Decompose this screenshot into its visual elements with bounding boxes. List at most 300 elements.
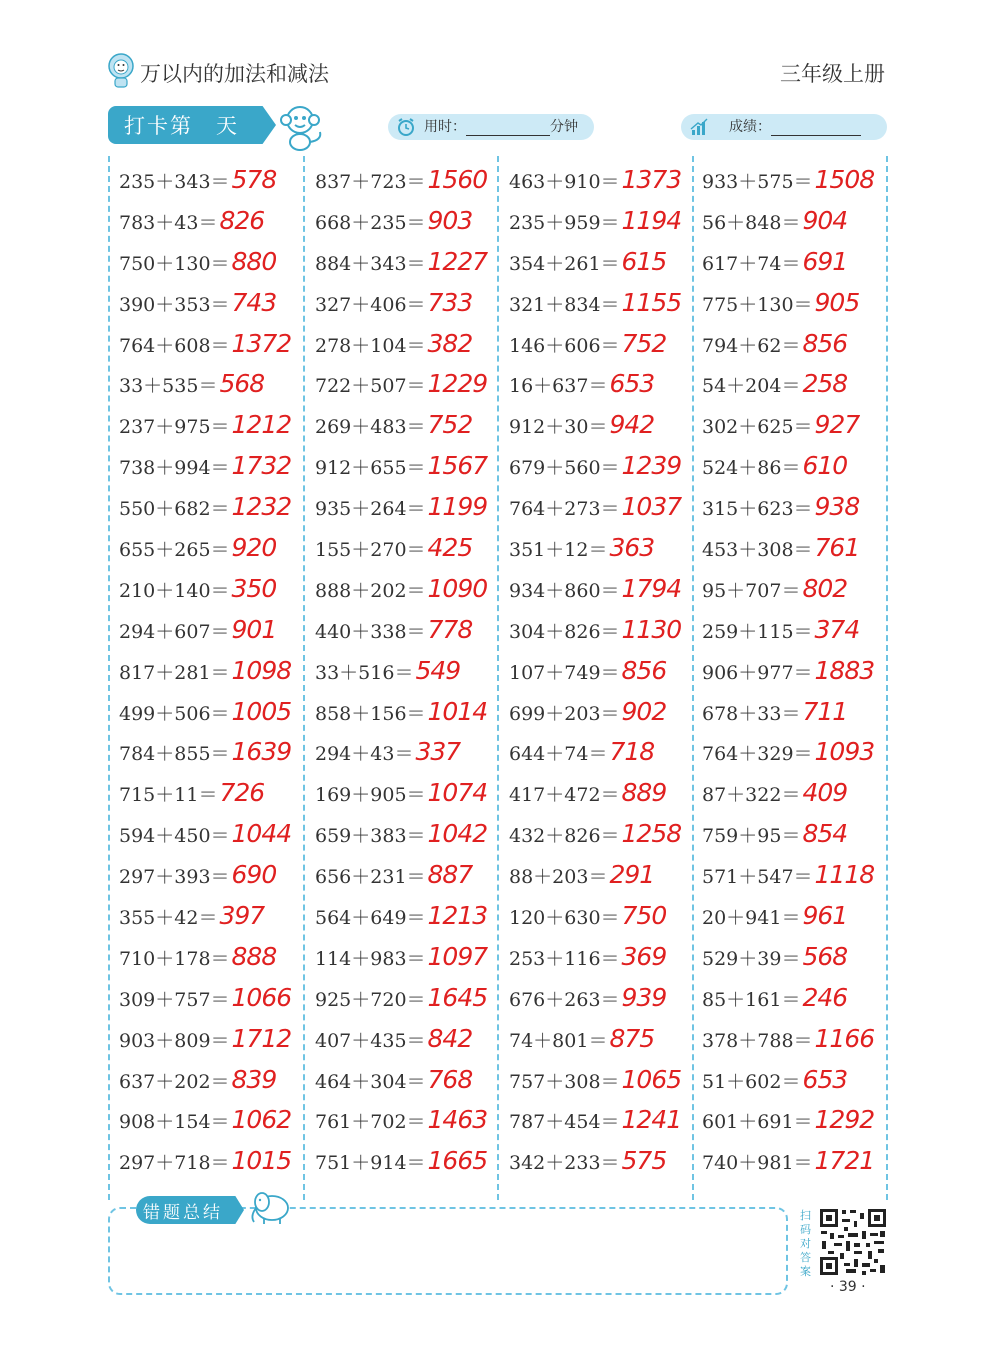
equation-text: 33＋535＝ [119, 375, 218, 398]
exercise-row [119, 283, 309, 324]
equation-text: 210＋140＝ [119, 579, 230, 602]
handwritten-answer[interactable]: 1005 [231, 696, 292, 726]
exercise-row [315, 732, 505, 773]
handwritten-answer[interactable]: 258 [802, 369, 848, 399]
handwritten-answer[interactable]: 839 [231, 1064, 277, 1094]
handwritten-answer[interactable]: 691 [802, 246, 848, 276]
handwritten-answer[interactable]: 938 [814, 492, 860, 522]
handwritten-answer[interactable]: 425 [427, 533, 473, 563]
equation-text: 740＋981＝ [702, 1152, 813, 1175]
equation-text: 783＋43＝ [119, 211, 218, 234]
exercise-row [315, 201, 505, 242]
equation-text: 297＋718＝ [119, 1152, 230, 1175]
exercise-row [119, 528, 309, 569]
time-label: 用时： [424, 119, 466, 135]
exercise-row [315, 242, 505, 283]
handwritten-answer[interactable]: 826 [219, 205, 265, 235]
handwritten-answer[interactable]: 1098 [231, 655, 292, 685]
exercise-row [509, 978, 699, 1019]
exercise-column [119, 160, 309, 1182]
monkey-mascot-icon [276, 100, 328, 152]
handwritten-answer[interactable]: 778 [427, 614, 473, 644]
equation-text: 761＋702＝ [315, 1111, 426, 1134]
equation-text: 637＋202＝ [119, 1070, 230, 1093]
handwritten-answer[interactable]: 1508 [814, 165, 875, 194]
exercise-row [702, 405, 892, 446]
exercise-row [119, 487, 309, 528]
handwritten-answer[interactable]: 856 [802, 328, 848, 358]
equation-text: 304＋826＝ [509, 620, 620, 643]
handwritten-answer[interactable]: 653 [802, 1064, 848, 1094]
score-field [681, 114, 887, 140]
exercise-row [702, 1100, 892, 1141]
exercise-column [702, 160, 892, 1182]
handwritten-answer[interactable]: 1258 [621, 819, 682, 849]
exercise-row [702, 283, 892, 324]
time-field [388, 114, 594, 140]
equation-text: 676＋263＝ [509, 988, 620, 1011]
exercise-row [702, 978, 892, 1019]
handwritten-answer[interactable]: 1560 [427, 165, 488, 194]
handwritten-answer[interactable]: 568 [802, 941, 848, 971]
equation-text: 524＋86＝ [702, 457, 801, 480]
handwritten-answer[interactable]: 1090 [427, 573, 488, 603]
equation-text: 888＋202＝ [315, 579, 426, 602]
handwritten-answer[interactable]: 1065 [621, 1064, 682, 1094]
equation-text: 617＋74＝ [702, 252, 801, 275]
handwritten-answer[interactable]: 905 [814, 287, 860, 317]
qr-label: 扫码对答案 [800, 1209, 811, 1278]
exercise-row [702, 937, 892, 978]
exercise-row [315, 324, 505, 365]
exercise-row [702, 201, 892, 242]
handwritten-answer[interactable]: 875 [609, 1023, 655, 1053]
equation-text: 169＋905＝ [315, 784, 426, 807]
exercise-row [702, 692, 892, 733]
exercise-row [119, 1019, 309, 1060]
equation-text: 715＋11＝ [119, 784, 218, 807]
handwritten-answer[interactable]: 1015 [231, 1146, 292, 1176]
handwritten-answer[interactable]: 1014 [427, 696, 488, 726]
exercise-column [315, 160, 505, 1182]
exercise-row [119, 364, 309, 405]
equation-text: 764＋329＝ [702, 743, 813, 766]
handwritten-answer[interactable]: 382 [427, 328, 473, 358]
handwritten-answer[interactable]: 920 [231, 533, 277, 563]
handwritten-answer[interactable]: 927 [814, 410, 860, 440]
handwritten-answer[interactable]: 854 [802, 819, 848, 849]
handwritten-answer[interactable]: 291 [609, 860, 655, 890]
page-title: 万以内的加法和减法 [140, 62, 329, 86]
time-unit: 分钟 [550, 119, 578, 135]
equation-text: 837＋723＝ [315, 171, 426, 193]
exercise-row [509, 528, 699, 569]
exercise-row [509, 201, 699, 242]
handwritten-answer[interactable]: 350 [231, 573, 277, 603]
equation-text: 463＋910＝ [509, 171, 620, 193]
handwritten-answer[interactable]: 1062 [231, 1105, 292, 1135]
equation-text: 315＋623＝ [702, 498, 813, 521]
exercise-row [509, 1060, 699, 1101]
exercise-row [119, 773, 309, 814]
equation-text: 390＋353＝ [119, 293, 230, 316]
exercise-row [702, 446, 892, 487]
exercise-row [702, 1141, 892, 1182]
equation-text: 710＋178＝ [119, 947, 230, 970]
exercise-row [119, 896, 309, 937]
lion-mascot-icon [106, 52, 136, 88]
exercise-row [315, 1019, 505, 1060]
exercise-row [315, 1141, 505, 1182]
handwritten-answer[interactable]: 903 [427, 205, 473, 235]
handwritten-answer[interactable]: 961 [802, 901, 848, 931]
equation-text: 51＋602＝ [702, 1070, 801, 1093]
handwritten-answer[interactable]: 615 [621, 246, 667, 276]
exercise-row [119, 1100, 309, 1141]
handwritten-answer[interactable]: 1213 [427, 901, 488, 931]
equation-text: 764＋273＝ [509, 498, 620, 521]
exercise-row [119, 732, 309, 773]
handwritten-answer[interactable]: 711 [802, 696, 848, 726]
equation-text: 302＋625＝ [702, 416, 813, 439]
exercise-row [315, 405, 505, 446]
equation-text: 269＋483＝ [315, 416, 426, 439]
equation-text: 499＋506＝ [119, 702, 230, 725]
handwritten-answer[interactable]: 726 [219, 778, 265, 808]
equation-text: 550＋682＝ [119, 498, 230, 521]
exercise-row [509, 732, 699, 773]
equation-text: 699＋203＝ [509, 702, 620, 725]
checkin-label: 打卡第 天 [124, 114, 239, 138]
handwritten-answer[interactable]: 889 [621, 778, 667, 808]
exercise-row [119, 405, 309, 446]
equation-text: 88＋203＝ [509, 866, 608, 889]
exercise-row [702, 487, 892, 528]
handwritten-answer[interactable]: 374 [814, 614, 860, 644]
handwritten-answer[interactable]: 902 [621, 696, 667, 726]
exercise-row [119, 160, 309, 201]
equation-text: 354＋261＝ [509, 252, 620, 275]
equation-text: 738＋994＝ [119, 457, 230, 480]
handwritten-answer[interactable]: 653 [609, 369, 655, 399]
equation-text: 114＋983＝ [315, 947, 426, 970]
equation-text: 342＋233＝ [509, 1152, 620, 1175]
handwritten-answer[interactable]: 549 [415, 655, 461, 685]
exercise-row [509, 896, 699, 937]
exercise-row [509, 283, 699, 324]
handwritten-answer[interactable]: 1463 [427, 1105, 488, 1135]
handwritten-answer[interactable]: 1232 [231, 492, 292, 522]
handwritten-answer[interactable]: 1239 [621, 451, 682, 481]
handwritten-answer[interactable]: 1645 [427, 982, 488, 1012]
handwritten-answer[interactable]: 888 [231, 941, 277, 971]
alarm-clock-icon [396, 117, 416, 137]
equation-text: 107＋749＝ [509, 661, 620, 684]
handwritten-answer[interactable]: 1732 [231, 451, 292, 481]
handwritten-answer[interactable]: 1212 [231, 410, 292, 440]
exercise-row [119, 201, 309, 242]
exercise-row [315, 896, 505, 937]
handwritten-answer[interactable]: 752 [621, 328, 667, 358]
handwritten-answer[interactable]: 1372 [231, 328, 292, 358]
exercise-row [702, 160, 892, 201]
exercise-row [315, 528, 505, 569]
handwritten-answer[interactable]: 743 [231, 287, 277, 317]
exercise-row [119, 978, 309, 1019]
equation-text: 787＋454＝ [509, 1111, 620, 1134]
exercise-row [509, 651, 699, 692]
exercise-row [315, 1060, 505, 1101]
handwritten-answer[interactable]: 1166 [814, 1023, 875, 1053]
handwritten-answer[interactable]: 1292 [814, 1105, 875, 1135]
handwritten-answer[interactable]: 1199 [427, 492, 488, 522]
equation-text: 321＋834＝ [509, 293, 620, 316]
equation-text: 912＋655＝ [315, 457, 426, 480]
exercise-row [315, 446, 505, 487]
handwritten-answer[interactable]: 880 [231, 246, 277, 276]
equation-text: 775＋130＝ [702, 293, 813, 316]
equation-text: 16＋637＝ [509, 375, 608, 398]
equation-text: 33＋516＝ [315, 661, 414, 684]
exercise-row [509, 1141, 699, 1182]
handwritten-answer[interactable]: 1241 [621, 1105, 682, 1135]
equation-text: 54＋204＝ [702, 375, 801, 398]
score-blank[interactable] [771, 119, 861, 136]
equation-text: 858＋156＝ [315, 702, 426, 725]
handwritten-answer[interactable]: 690 [231, 860, 277, 890]
score-label: 成绩： [729, 119, 771, 135]
equation-text: 659＋383＝ [315, 825, 426, 848]
handwritten-answer[interactable]: 337 [415, 737, 461, 767]
equation-text: 85＋161＝ [702, 988, 801, 1011]
equation-text: 571＋547＝ [702, 866, 813, 889]
exercise-row [509, 242, 699, 283]
exercise-row [119, 1141, 309, 1182]
exercise-row [702, 610, 892, 651]
equation-text: 146＋606＝ [509, 334, 620, 357]
equation-text: 757＋308＝ [509, 1070, 620, 1093]
equation-text: 259＋115＝ [702, 620, 813, 643]
equation-text: 297＋393＝ [119, 866, 230, 889]
exercise-row [702, 364, 892, 405]
handwritten-answer[interactable]: 904 [802, 205, 848, 235]
handwritten-answer[interactable]: 761 [814, 533, 860, 563]
equation-text: 759＋95＝ [702, 825, 801, 848]
equation-text: 464＋304＝ [315, 1070, 426, 1093]
handwritten-answer[interactable]: 1721 [814, 1146, 875, 1176]
handwritten-answer[interactable]: 901 [231, 614, 277, 644]
exercise-row [315, 855, 505, 896]
time-blank[interactable] [466, 119, 550, 136]
handwritten-answer[interactable]: 1074 [427, 778, 488, 808]
handwritten-answer[interactable]: 1883 [814, 655, 875, 685]
handwritten-answer[interactable]: 1229 [427, 369, 488, 399]
elephant-mascot-icon [246, 1186, 294, 1226]
equation-text: 912＋30＝ [509, 416, 608, 439]
equation-text: 903＋809＝ [119, 1029, 230, 1052]
handwritten-answer[interactable]: 1130 [621, 614, 682, 644]
handwritten-answer[interactable]: 1093 [814, 737, 875, 767]
equation-text: 655＋265＝ [119, 539, 230, 562]
exercise-row [509, 364, 699, 405]
equation-text: 235＋959＝ [509, 211, 620, 234]
handwritten-answer[interactable]: 369 [621, 941, 667, 971]
exercise-row [119, 855, 309, 896]
equation-text: 74＋801＝ [509, 1029, 608, 1052]
exercise-row [315, 610, 505, 651]
exercise-row [315, 814, 505, 855]
page-number: · 39 · [830, 1279, 866, 1295]
exercise-row [315, 651, 505, 692]
handwritten-answer[interactable]: 1118 [814, 860, 875, 890]
handwritten-answer[interactable]: 856 [621, 655, 667, 685]
summary-label: 错题总结 [143, 1203, 223, 1223]
qr-code-icon[interactable] [818, 1207, 888, 1277]
handwritten-answer[interactable]: 802 [802, 573, 848, 603]
equation-text: 432＋826＝ [509, 825, 620, 848]
exercise-row [702, 569, 892, 610]
handwritten-answer[interactable]: 1155 [621, 287, 682, 317]
exercise-row [509, 937, 699, 978]
handwritten-answer[interactable]: 733 [427, 287, 473, 317]
exercise-row [119, 814, 309, 855]
equation-text: 925＋720＝ [315, 988, 426, 1011]
exercise-row [509, 855, 699, 896]
equation-text: 679＋560＝ [509, 457, 620, 480]
equation-text: 784＋855＝ [119, 743, 230, 766]
handwritten-answer[interactable]: 1373 [621, 165, 682, 194]
exercise-row [119, 242, 309, 283]
equation-text: 751＋914＝ [315, 1152, 426, 1175]
handwritten-answer[interactable]: 842 [427, 1023, 473, 1053]
exercise-row [509, 324, 699, 365]
equation-text: 253＋116＝ [509, 947, 620, 970]
equation-text: 529＋39＝ [702, 947, 801, 970]
equation-text: 56＋848＝ [702, 211, 801, 234]
handwritten-answer[interactable]: 397 [219, 901, 265, 931]
equation-text: 294＋607＝ [119, 620, 230, 643]
handwritten-answer[interactable]: 752 [427, 410, 473, 440]
exercise-row [119, 651, 309, 692]
handwritten-answer[interactable]: 887 [427, 860, 473, 890]
equation-text: 564＋649＝ [315, 907, 426, 930]
equation-text: 601＋691＝ [702, 1111, 813, 1134]
equation-text: 722＋507＝ [315, 375, 426, 398]
exercise-row [119, 692, 309, 733]
handwritten-answer[interactable]: 1712 [231, 1023, 292, 1053]
equation-text: 644＋74＝ [509, 743, 608, 766]
exercise-row [702, 773, 892, 814]
handwritten-answer[interactable]: 1097 [427, 941, 488, 971]
handwritten-answer[interactable]: 409 [802, 778, 848, 808]
handwritten-answer[interactable]: 942 [609, 410, 655, 440]
exercise-row [509, 446, 699, 487]
exercise-row [315, 978, 505, 1019]
equation-text: 309＋757＝ [119, 988, 230, 1011]
equation-text: 407＋435＝ [315, 1029, 426, 1052]
exercise-row [702, 814, 892, 855]
equation-text: 908＋154＝ [119, 1111, 230, 1134]
handwritten-answer[interactable]: 768 [427, 1064, 473, 1094]
exercise-row [315, 773, 505, 814]
equation-text: 935＋264＝ [315, 498, 426, 521]
handwritten-answer[interactable]: 1639 [231, 737, 292, 767]
exercise-row [702, 1019, 892, 1060]
equation-text: 120＋630＝ [509, 907, 620, 930]
equation-text: 764＋608＝ [119, 334, 230, 357]
equation-text: 668＋235＝ [315, 211, 426, 234]
equation-text: 933＋575＝ [702, 171, 813, 193]
equation-text: 934＋860＝ [509, 579, 620, 602]
handwritten-answer[interactable]: 750 [621, 901, 667, 931]
exercise-row [119, 610, 309, 651]
exercise-row [509, 773, 699, 814]
exercise-row [315, 160, 505, 201]
equation-text: 355＋42＝ [119, 907, 218, 930]
equation-text: 906＋977＝ [702, 661, 813, 684]
handwritten-answer[interactable]: 1037 [621, 492, 682, 522]
equation-text: 20＋941＝ [702, 907, 801, 930]
exercise-row [315, 487, 505, 528]
handwritten-answer[interactable]: 939 [621, 982, 667, 1012]
handwritten-answer[interactable]: 1042 [427, 819, 488, 849]
handwritten-answer[interactable]: 718 [609, 737, 655, 767]
exercise-row [509, 160, 699, 201]
equation-text: 594＋450＝ [119, 825, 230, 848]
equation-text: 327＋406＝ [315, 293, 426, 316]
exercise-row [315, 364, 505, 405]
exercise-row [315, 283, 505, 324]
exercise-row [509, 487, 699, 528]
handwritten-answer[interactable]: 575 [621, 1146, 667, 1176]
equation-text: 656＋231＝ [315, 866, 426, 889]
handwritten-answer[interactable]: 1194 [621, 205, 682, 235]
exercise-row [315, 692, 505, 733]
exercise-row [509, 405, 699, 446]
exercise-column [509, 160, 699, 1182]
exercise-row [119, 569, 309, 610]
equation-text: 235＋343＝ [119, 171, 230, 193]
equation-text: 237＋975＝ [119, 416, 230, 439]
handwritten-answer[interactable]: 1567 [427, 451, 488, 481]
exercise-row [509, 610, 699, 651]
exercise-row [702, 324, 892, 365]
grade-label: 三年级上册 [780, 62, 885, 86]
handwritten-answer[interactable]: 1066 [231, 982, 292, 1012]
exercise-row [702, 242, 892, 283]
handwritten-answer[interactable]: 1044 [231, 819, 292, 849]
handwritten-answer[interactable]: 610 [802, 451, 848, 481]
exercise-row [315, 1100, 505, 1141]
handwritten-answer[interactable]: 1227 [427, 246, 488, 276]
equation-text: 87＋322＝ [702, 784, 801, 807]
handwritten-answer[interactable]: 568 [219, 369, 265, 399]
handwritten-answer[interactable]: 246 [802, 982, 848, 1012]
handwritten-answer[interactable]: 363 [609, 533, 655, 563]
equation-text: 884＋343＝ [315, 252, 426, 275]
handwritten-answer[interactable]: 578 [231, 165, 277, 194]
equation-text: 417＋472＝ [509, 784, 620, 807]
exercise-row [702, 896, 892, 937]
exercise-row [509, 692, 699, 733]
equation-text: 351＋12＝ [509, 539, 608, 562]
exercise-row [509, 814, 699, 855]
handwritten-answer[interactable]: 1665 [427, 1146, 488, 1176]
handwritten-answer[interactable]: 1794 [621, 573, 682, 603]
equation-text: 378＋788＝ [702, 1029, 813, 1052]
equation-text: 794＋62＝ [702, 334, 801, 357]
equation-text: 453＋308＝ [702, 539, 813, 562]
